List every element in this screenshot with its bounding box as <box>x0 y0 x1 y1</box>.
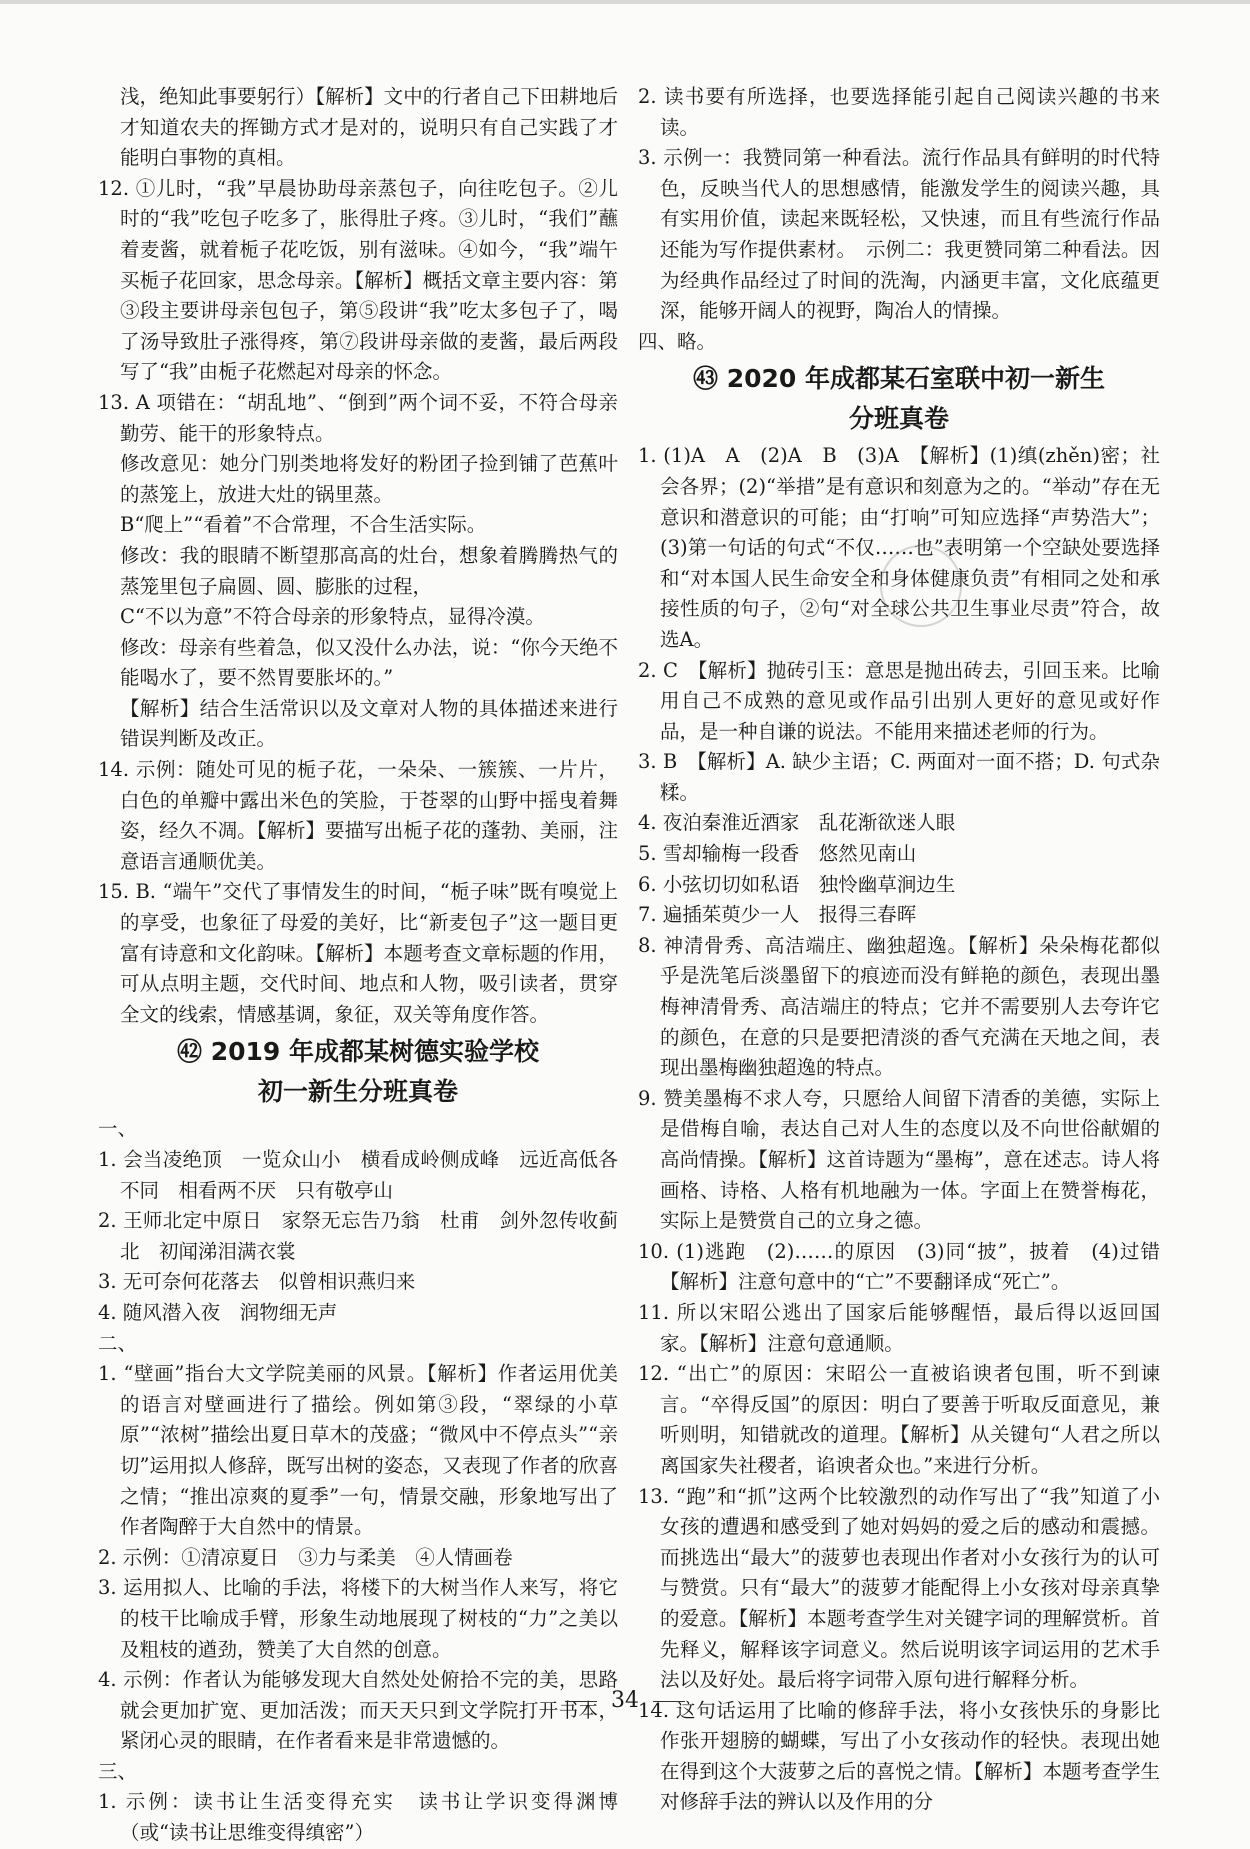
answer-paragraph: 14. 示例：随处可见的栀子花，一朵朵、一簇簇、一片片，白色的单瓣中露出米色的笑脸，于苍翠的山野中摇曳着舞姿，经久不凋。【解析】要描写出栀子花的蓬勃、美丽，注意语言通顺优美。 <box>98 758 618 873</box>
answer-paragraph: 3. B 【解析】A. 缺少主语；C. 两面对一面不搭；D. 句式杂糅。 <box>638 750 1160 804</box>
answer-paragraph: 7. 遍插茱萸少一人 报得三春晖 <box>638 903 917 927</box>
answer-paragraph: C“不以为意”不符合母亲的形象特点，显得冷漠。 <box>120 605 545 629</box>
stamp-watermark <box>880 545 962 627</box>
answer-paragraph: 2. C 【解析】抛砖引玉：意思是抛出砖去，引回玉来。比喻用自己不成熟的意见或作品引出别人更好的意见或好作品，是一种自谦的说法。不能用来描述老师的行为。 <box>638 658 1160 743</box>
answer-paragraph: 【解析】结合生活常识以及文章对人物的具体描述来进行错误判断及改正。 <box>120 696 618 751</box>
answer-paragraph: 1. (1)A A (2)A B (3)A 【解析】(1)缜(zhěn)密；社会各界；(2)“举措”是有意识和刻意为之的。“举动”存在无意识和潜意识的可能；由“打响”可知应选择“声势浩大”；(3)第一句话的句式“不仅……也”表明第一个空缺处要选择和“对本国人民生命安全和身体健康负责”有相同之处和承接性质的句子，②句“对全球公共卫生事业尽责”符合，故选A。 <box>638 444 1160 651</box>
page-number: 34 <box>0 1688 1250 1713</box>
answer-paragraph: 3. 示例一：我赞同第一种看法。流行作品具有鲜明的时代特色，反映当代人的思想感情，能激发学生的阅读兴趣，具有实用价值，读起来既轻松，又快速，而且有些流行作品还能为写作提供素材。 示例二：我更赞同第二种看法。因为经典作品经过了时间的洗淘，内涵更丰富，文化底蕴更深，能够开阔人的视野，陶冶人的情操。 <box>638 146 1160 323</box>
answer-paragraph: 9. 赞美墨梅不求人夸，只愿给人间留下清香的美德，实际上是借梅自喻，表达自己对人生的态度以及不向世俗献媚的高尚情操。【解析】这首诗题为“墨梅”，意在述志。诗人将画格、诗格、人格有机地融为一体。字面上在赞誉梅花，实际上是赞赏自己的立身之德。 <box>638 1086 1160 1233</box>
answer-paragraph: 13. “跑”和“抓”这两个比较激烈的动作写出了“我”知道了小女孩的遭遇和感受到了她对妈妈的爱之后的感动和震撼。而挑选出“最大”的菠萝也表现出作者对小女孩行为的认可与赞赏。只有“最大”的菠萝才能配得上小女孩对母亲真挚的爱意。【解析】本题考查学生对关键字词的理解赏析。首先释义，解释该字词意义。然后说明该字词运用的艺术手法以及好处。最后将字词带入原句进行解释分析。 <box>638 1484 1160 1692</box>
right-column <box>638 82 1180 1818</box>
answer-paragraph: 修改：母亲有些着急，似又没什么办法，说：“你今天绝不能喝水了，要不然胃要胀坏的。” <box>120 635 618 690</box>
answer-paragraph: 2. 读书要有所选择，也要选择能引起自己阅读兴趣的书来读。 <box>638 85 1160 139</box>
answer-paragraph: 6. 小弦切切如私语 独怜幽草涧边生 <box>638 872 956 896</box>
answer-paragraph: 12. ①儿时，“我”早晨协助母亲蒸包子，向往吃包子。②儿时的“我”吃包子吃多了，胀得肚子疼。③儿时，“我们”蘸着麦酱，就着栀子花吃饭，别有滋味。④如今，“我”端午买栀子花回家，思念母亲。【解析】概括文章主要内容：第③段主要讲母亲包包子，第⑤段讲“我”吃太多包子了，喝了汤导致肚子涨得疼，第⑦段讲母亲做的麦酱，最后两段写了“我”由栀子花燃起对母亲的怀念。 <box>98 176 618 384</box>
left-column <box>98 82 618 1849</box>
answer-paragraph: 修改：我的眼睛不断望那高高的灶台，想象着腾腾热气的蒸笼里包子扁圆、圆、膨胀的过程， <box>120 543 618 598</box>
answer-paragraph: 三、 <box>98 1759 138 1783</box>
answer-paragraph: 3. 运用拟人、比喻的手法，将楼下的大树当作人来写，将它的枝干比喻成手臂，形象生动地展现了树枝的“力”之美以及粗枝的遒劲，赞美了大自然的创意。 <box>98 1576 618 1661</box>
section-heading: 分班真卷 <box>848 404 949 434</box>
top-rule <box>0 0 1250 4</box>
answer-paragraph: 2. 王师北定中原日 家祭无忘告乃翁 杜甫 剑外忽传收蓟北 初闻涕泪满衣裳 <box>98 1209 618 1263</box>
section-heading: 初一新生分班真卷 <box>257 1077 458 1107</box>
answer-paragraph: B“爬上”“看着”不合常理，不合生活实际。 <box>120 513 487 537</box>
answer-paragraph: 15. B. “端午”交代了事情发生的时间，“栀子味”既有嗅觉上的享受，也象征了母爱的美好，比“新麦包子”这一题目更富有诗意和文化韵味。【解析】本题考查文章标题的作用，可从点明主题，交代时间、地点和人物，吸引读者，贯穿全文的线索，情感基调，象征，双关等角度作答。 <box>98 880 618 1026</box>
answer-paragraph: 2. 示例：①清凉夏日 ③力与柔美 ④人情画卷 <box>98 1545 513 1569</box>
answer-paragraph: 浅，绝知此事要躬行）【解析】文中的行者自己下田耕地后才知道农夫的挥锄方式才是对的，说明只有自己实践了才能明白事物的真相。 <box>120 85 618 170</box>
answer-paragraph: 12. “出亡”的原因：宋昭公一直被谄谀者包围，听不到谏言。“卒得反国”的原因：明白了要善于听取反面意见，兼听则明，知错就改的道理。【解析】从关键句“人君之所以离国家失社稷者，谄谀者众也。”来进行分析。 <box>638 1362 1160 1477</box>
answer-paragraph: 8. 神清骨秀、高洁端庄、幽独超逸。【解析】朵朵梅花都似乎是洗笔后淡墨留下的痕迹而没有鲜艳的颜色，表现出墨梅神清骨秀、高洁端庄的特点；它并不需要别人去夸许它的颜色，在意的只是要把清淡的香气充满在天地之间，表现出墨梅幽独超逸的特点。 <box>638 933 1160 1080</box>
answer-paragraph: 二、 <box>98 1331 138 1355</box>
answer-paragraph: 1. 示例：读书让生活变得充实 读书让学识变得渊博（或“读书让思维变得缜密”） <box>98 1790 618 1845</box>
answer-paragraph: 4. 夜泊秦淮近酒家 乱花渐欲迷人眼 <box>638 811 956 835</box>
answer-paragraph: 修改意见：她分门别类地将发好的粉团子捡到铺了芭蕉叶的蒸笼上，放进大灶的锅里蒸。 <box>120 452 618 506</box>
answer-paragraph: 4. 示例：作者认为能够发现大自然处处俯拾不完的美，思路就会更加扩宽、更加活泼；而天天只到文学院打开书本，紧闭心灵的眼睛，在作者看来是非常遗憾的。 <box>98 1668 618 1753</box>
answer-paragraph: 13. A 项错在：“胡乱地”、“倒到”两个词不妥，不符合母亲勤劳、能干的形象特点。 <box>98 390 618 445</box>
answer-paragraph: 11. 所以宋昭公逃出了国家后能够醒悟，最后得以返回国家。【解析】注意句意通顺。 <box>638 1300 1160 1355</box>
answer-paragraph: 一、 <box>98 1117 138 1141</box>
answer-paragraph: 3. 无可奈何花落去 似曾相识燕归来 <box>98 1270 416 1294</box>
answer-paragraph: 四、略。 <box>638 329 717 353</box>
answer-paragraph: 5. 雪却输梅一段香 悠然见南山 <box>638 842 917 866</box>
answer-paragraph: 10. (1)逃跑 (2)……的原因 (3)同“披”，披着 (4)过错 【解析】注意句意中的“亡”不要翻译成“死亡”。 <box>638 1239 1180 1294</box>
section-heading: ㊷ 2019 年成都某树德实验学校 <box>177 1037 539 1067</box>
section-heading: ㊸ 2020 年成都某石室联中初一新生 <box>693 364 1105 394</box>
answer-paragraph: 4. 随风潜入夜 润物细无声 <box>98 1300 338 1324</box>
answer-paragraph: 14. 这句话运用了比喻的修辞手法，将小女孩快乐的身影比作张开翅膀的蝴蝶，写出了小女孩动作的轻快。表现出她在得到这个大菠萝之后的喜悦之情。【解析】本题考查学生对修辞手法的辨认以及作用的分 <box>638 1698 1160 1814</box>
answer-paragraph: 1. “壁画”指台大文学院美丽的风景。【解析】作者运用优美的语言对壁画进行了描绘。例如第③段，“翠绿的小草原”“浓树”描绘出夏日草木的茂盛；“微风中不停点头”“亲切”运用拟人修辞，既写出树的姿态，又表现了作者的欣喜之情；“推出凉爽的夏季”一句，情景交融，形象地写出了作者陶醉于大自然中的情景。 <box>98 1362 618 1539</box>
answer-paragraph: 1. 会当凌绝顶 一览众山小 横看成岭侧成峰 远近高低各不同 相看两不厌 只有敬亭山 <box>98 1148 618 1202</box>
